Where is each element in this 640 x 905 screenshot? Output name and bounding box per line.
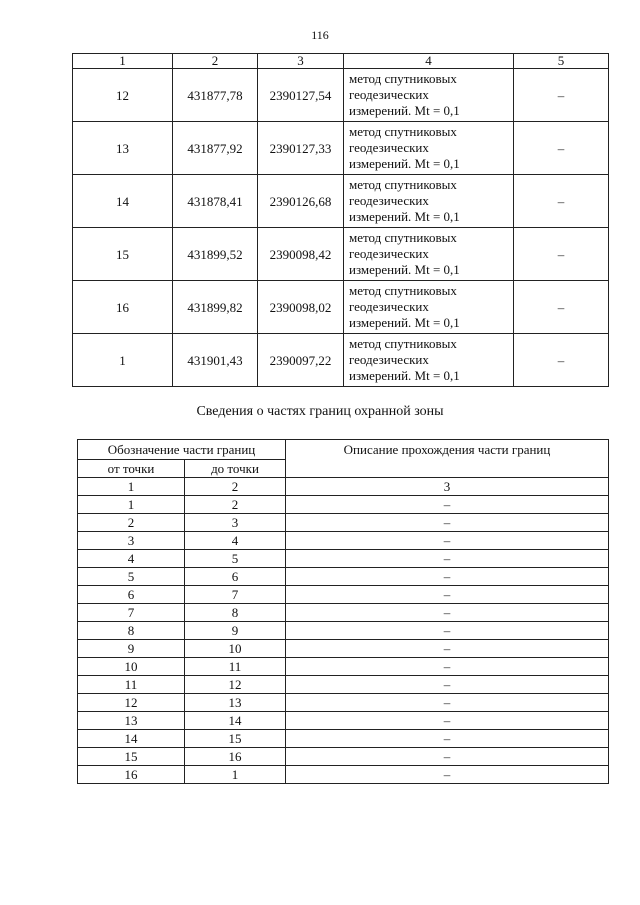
to-point: 7: [185, 586, 286, 604]
from-point: 5: [78, 568, 185, 586]
boundary-description: –: [286, 694, 609, 712]
coordinate-x: 431899,82: [173, 281, 258, 334]
table-row: [78, 658, 609, 676]
boundary-description: –: [286, 514, 609, 532]
table-row: [78, 712, 609, 730]
boundary-description: –: [286, 640, 609, 658]
to-point: 4: [185, 532, 286, 550]
from-point: 2: [78, 514, 185, 532]
from-point: 1: [78, 496, 185, 514]
column-number: 3: [258, 54, 344, 69]
method-line: геодезических: [349, 352, 429, 367]
method-line: измерений. Mt = 0,1: [349, 262, 460, 277]
method-line: геодезических: [349, 193, 429, 208]
from-point: 10: [78, 658, 185, 676]
table-row: [78, 730, 609, 748]
table-row: [73, 281, 609, 334]
to-point: 2: [185, 496, 286, 514]
section-caption: Сведения о частях границ охранной зоны: [196, 404, 444, 419]
boundary-description: –: [286, 622, 609, 640]
coordinate-x: 431878,41: [173, 175, 258, 228]
to-point: 15: [185, 730, 286, 748]
method-line: измерений. Mt = 0,1: [349, 103, 460, 118]
column-number: 2: [185, 478, 286, 496]
coordinate-y: 2390127,33: [258, 122, 344, 175]
table-row: [78, 586, 609, 604]
column-number: 5: [514, 54, 609, 69]
table-row: [73, 175, 609, 228]
table-row: [78, 640, 609, 658]
table-row: [78, 766, 609, 784]
table-row: [78, 694, 609, 712]
boundary-description: –: [286, 748, 609, 766]
table-row: [73, 69, 609, 122]
table-row: [73, 228, 609, 281]
boundary-parts-table: [77, 439, 609, 784]
table-row: [78, 748, 609, 766]
note-cell: –: [514, 228, 609, 281]
from-point: 15: [78, 748, 185, 766]
method-line: метод спутниковых: [349, 336, 457, 351]
method-line: измерений. Mt = 0,1: [349, 368, 460, 383]
coordinates-table: [72, 53, 609, 387]
boundary-description: –: [286, 676, 609, 694]
note-cell: –: [514, 175, 609, 228]
coordinate-y: 2390098,42: [258, 228, 344, 281]
from-point: 6: [78, 586, 185, 604]
from-point: 13: [78, 712, 185, 730]
boundary-description: –: [286, 586, 609, 604]
determination-method: [344, 122, 514, 175]
determination-method: [344, 69, 514, 122]
point-number: 1: [73, 334, 173, 387]
to-point: 14: [185, 712, 286, 730]
page-number: 116: [311, 28, 329, 42]
boundary-description: –: [286, 766, 609, 784]
point-number: 13: [73, 122, 173, 175]
column-number: 1: [78, 478, 185, 496]
method-line: измерений. Mt = 0,1: [349, 156, 460, 171]
method-line: измерений. Mt = 0,1: [349, 315, 460, 330]
coordinates-header-row: [73, 54, 609, 69]
method-line: геодезических: [349, 246, 429, 261]
coordinate-x: 431877,78: [173, 69, 258, 122]
from-point: 12: [78, 694, 185, 712]
to-point: 11: [185, 658, 286, 676]
boundary-description: –: [286, 550, 609, 568]
parts-numbering-row: [78, 478, 609, 496]
method-line: геодезических: [349, 140, 429, 155]
table-row: [78, 568, 609, 586]
determination-method: [344, 175, 514, 228]
table-row: [78, 550, 609, 568]
header-boundary-part: Обозначение части границ: [78, 440, 286, 460]
from-point: 8: [78, 622, 185, 640]
table-row: [73, 334, 609, 387]
boundary-description: –: [286, 604, 609, 622]
from-point: 16: [78, 766, 185, 784]
boundary-description: –: [286, 532, 609, 550]
from-point: 3: [78, 532, 185, 550]
to-point: 10: [185, 640, 286, 658]
table-row: [78, 532, 609, 550]
point-number: 16: [73, 281, 173, 334]
to-point: 9: [185, 622, 286, 640]
table-row: [78, 676, 609, 694]
method-line: измерений. Mt = 0,1: [349, 209, 460, 224]
method-line: геодезических: [349, 87, 429, 102]
table-row: [78, 514, 609, 532]
table-row: [78, 622, 609, 640]
point-number: 15: [73, 228, 173, 281]
to-point: 16: [185, 748, 286, 766]
header-description: Описание прохождения части границ: [286, 440, 609, 478]
table-row: [78, 496, 609, 514]
coordinate-y: 2390127,54: [258, 69, 344, 122]
column-number: 4: [344, 54, 514, 69]
note-cell: –: [514, 69, 609, 122]
coordinate-x: 431899,52: [173, 228, 258, 281]
from-point: 4: [78, 550, 185, 568]
to-point: 5: [185, 550, 286, 568]
method-line: метод спутниковых: [349, 177, 457, 192]
from-point: 9: [78, 640, 185, 658]
boundary-description: –: [286, 568, 609, 586]
to-point: 6: [185, 568, 286, 586]
coordinate-x: 431877,92: [173, 122, 258, 175]
column-number: 1: [73, 54, 173, 69]
boundary-description: –: [286, 496, 609, 514]
determination-method: [344, 281, 514, 334]
point-number: 14: [73, 175, 173, 228]
to-point: 13: [185, 694, 286, 712]
determination-method: [344, 334, 514, 387]
table-row: [73, 122, 609, 175]
coordinate-y: 2390098,02: [258, 281, 344, 334]
method-line: метод спутниковых: [349, 71, 457, 86]
method-line: метод спутниковых: [349, 230, 457, 245]
to-point: 12: [185, 676, 286, 694]
note-cell: –: [514, 281, 609, 334]
note-cell: –: [514, 122, 609, 175]
to-point: 3: [185, 514, 286, 532]
to-point: 8: [185, 604, 286, 622]
method-line: геодезических: [349, 299, 429, 314]
from-point: 7: [78, 604, 185, 622]
column-number: 2: [173, 54, 258, 69]
coordinate-x: 431901,43: [173, 334, 258, 387]
method-line: метод спутниковых: [349, 124, 457, 139]
parts-header-row: [78, 440, 609, 460]
boundary-description: –: [286, 658, 609, 676]
table-row: [78, 604, 609, 622]
from-point: 14: [78, 730, 185, 748]
determination-method: [344, 228, 514, 281]
coordinate-y: 2390126,68: [258, 175, 344, 228]
boundary-description: –: [286, 730, 609, 748]
header-from-point: от точки: [78, 460, 185, 478]
point-number: 12: [73, 69, 173, 122]
boundary-description: –: [286, 712, 609, 730]
coordinate-y: 2390097,22: [258, 334, 344, 387]
column-number: 3: [286, 478, 609, 496]
to-point: 1: [185, 766, 286, 784]
from-point: 11: [78, 676, 185, 694]
note-cell: –: [514, 334, 609, 387]
method-line: метод спутниковых: [349, 283, 457, 298]
header-to-point: до точки: [185, 460, 286, 478]
